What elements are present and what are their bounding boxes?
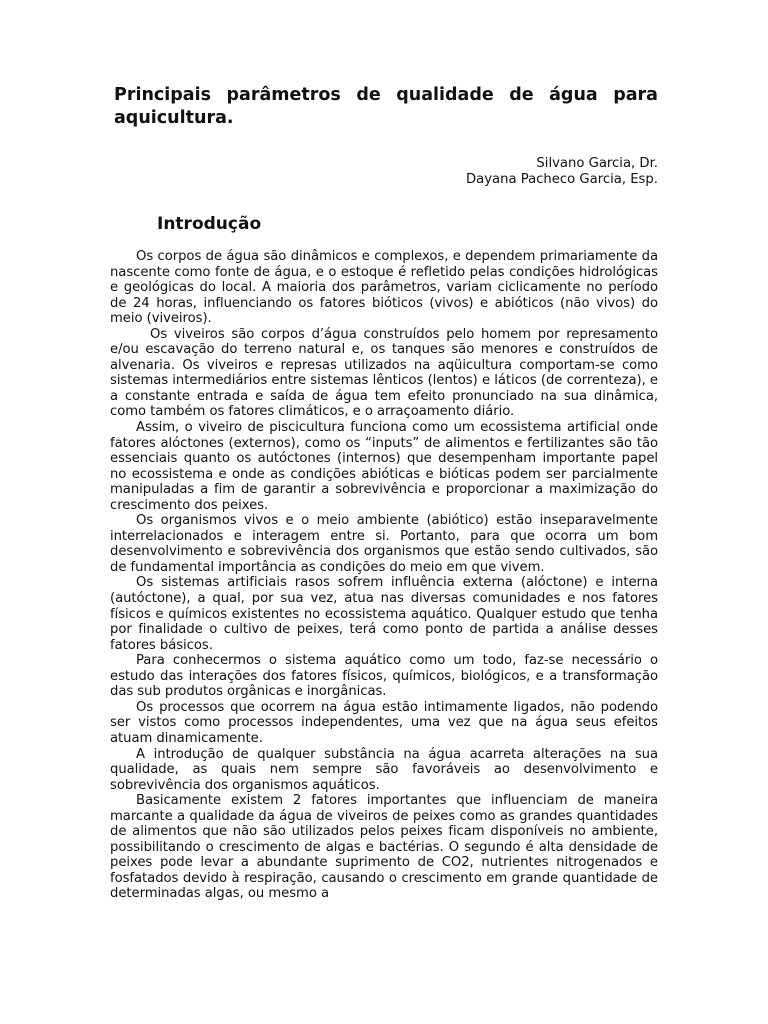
paragraph: A introdução de qualquer substância na água acarreta alterações na sua qualidade, as quais nem sempre são favoráveis ao desenvolvimento e sobrevivência dos organismos aquáticos. (110, 746, 658, 793)
paragraph: Para conhecermos o sistema aquático como um todo, faz-se necessário o estudo das interações dos fatores físicos, químicos, biológicos, e a transformação das sub produtos orgânicas e inorgânicas. (110, 653, 658, 700)
document-page (110, 84, 658, 902)
document-title: Principais parâmetros de qualidade de água para aquicultura. (114, 85, 658, 128)
paragraph: Os sistemas artificiais rasos sofrem influência externa (alóctone) e interna (autóctone), a qual, por sua vez, atua nas diversas comunidades e nos fatores físicos e químicos existentes no ecossistema aquático. Qualquer estudo que tenha por finalidade o cultivo de peixes, terá como ponto de partida a análise desses fatores básicos. (110, 575, 658, 653)
document-body (110, 249, 658, 902)
section-heading: Introdução (157, 214, 262, 234)
paragraph: Os viveiros são corpos d’água construídos pelo homem por represamento e/ou escavação do terreno natural e, os tanques são menores e construídos de alvenaria. Os viveiros e represas utilizados na aqüicultura comportam-se como sistemas intermediários entre sistemas lênticos (lentos) e láticos (de correnteza), e a constante entrada e saída de água tem efeito pronunciado na sua dinâmica, como também os fatores climáticos, e o arraçoamento diário. (110, 326, 658, 420)
authors-block (110, 156, 658, 188)
paragraph: Assim, o viveiro de piscicultura funciona como um ecossistema artificial onde fatores alóctones (externos), como os “inputs” de alimentos e fertilizantes são tão essenciais quanto os autóctones (internos) que desempenham importante papel no ecossistema e onde as condições abióticas e bióticas podem ser parcialmente manipuladas a fim de garantir a sobrevivência e proporcionar a maximização do crescimento dos peixes. (110, 420, 658, 513)
paragraph: Os organismos vivos e o meio ambiente (abiótico) estão inseparavelmente interrelacionados e interagem entre si. Portanto, para que ocorra um bom desenvolvimento e sobrevivência dos organismos que estão sendo cultivados, são de fundamental importância as condições do meio em que vivem. (110, 513, 658, 575)
paragraph: Os processos que ocorrem na água estão intimamente ligados, não podendo ser vistos como processos independentes, uma vez que na água seus efeitos atuam dinamicamente. (110, 699, 658, 746)
paragraph: Basicamente existem 2 fatores importantes que influenciam de maneira marcante a qualidade da água de viveiros de peixes como as grandes quantidades de alimentos que não são utilizados pelos peixes ficam disponíveis no ambiente, possibilitando o crescimento de algas e bactérias. O segundo é alta densidade de peixes pode levar a abundante suprimento de CO2, nutrientes nitrogenados e fosfatados devido à respiração, causando o crescimento em grande quantidade de determinadas algas, ou mesmo a (110, 793, 658, 902)
author-name: Silvano Garcia, Dr. (536, 156, 658, 171)
paragraph: Os corpos de água são dinâmicos e complexos, e dependem primariamente da nascente como fonte de água, e o estoque é refletido pelas condições hidrológicas e geológicas do local. A maioria dos parâmetros, variam ciclicamente no período de 24 horas, influenciando os fatores bióticos (vivos) e abióticos (não vivos) do meio (viveiros). (110, 249, 658, 327)
author-name: Dayana Pacheco Garcia, Esp. (465, 172, 658, 187)
